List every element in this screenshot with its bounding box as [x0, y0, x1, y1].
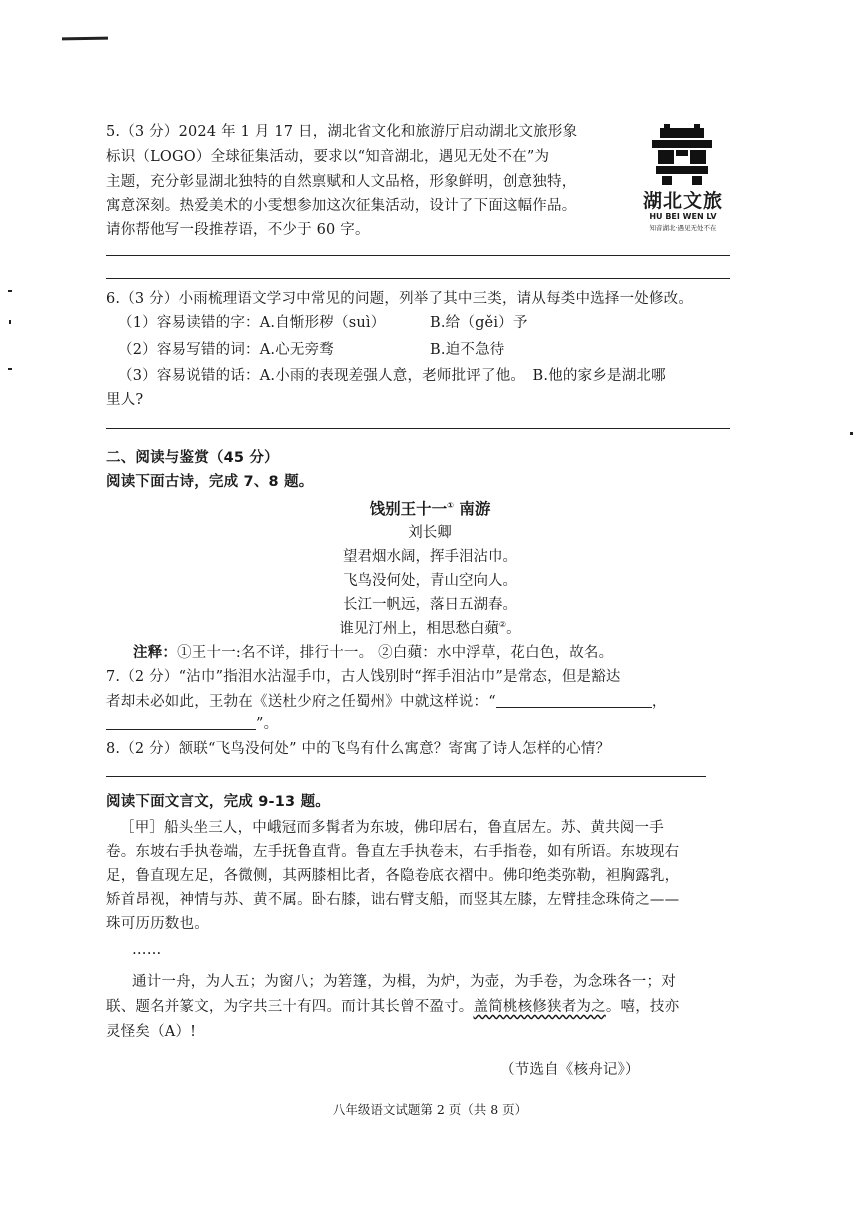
- poem-line-end: 。: [506, 621, 521, 637]
- answer-line[interactable]: [106, 428, 730, 429]
- hubei-culture-tourism-logo: [628, 124, 738, 234]
- footnote-marker: ①: [447, 500, 454, 510]
- q5-line: 主题，充分彰显湖北独特的自然禀赋和人文品格，形象鲜明，创意独特，: [106, 174, 577, 190]
- poem-author: 刘长卿: [408, 525, 452, 541]
- q7-blank-1[interactable]: [496, 693, 652, 708]
- poem-line: 长江一帆远，落日五湖春。: [343, 597, 517, 613]
- q7-line-3: [106, 712, 278, 733]
- logo-emblem-icon: [628, 124, 738, 186]
- q6-item-2: （2）容易写错的词：A.心无旁骛: [118, 342, 335, 358]
- poem-line: 飞鸟没何处，青山空向人。: [343, 573, 517, 589]
- annotation-text: ①王十一:名不详，排行十一。 ②白蘋：水中浮草，花白色，故名。: [177, 645, 614, 661]
- answer-line[interactable]: [106, 255, 730, 256]
- poem-line-text: 谁见汀州上，相思愁白蘋: [339, 621, 499, 637]
- logo-title: 湖北文旅: [642, 190, 723, 212]
- q7-comma: ，: [651, 694, 667, 710]
- logo-pinyin: HU BEI WEN LV: [649, 212, 717, 221]
- q5-line: 标识（LOGO）全球征集活动，要求以“知音湖北，遇见无处不在”为: [106, 149, 550, 165]
- passage-text: 联、题名并篆文，为字共三十有四。而计其长曾不盈寸。: [106, 999, 474, 1015]
- section-heading: 二、阅读与鉴赏（45 分）: [106, 450, 279, 466]
- q6-item-3-cont: 里人?: [106, 392, 144, 408]
- poem-line: 望君烟水阔，挥手泪沾巾。: [343, 549, 517, 565]
- ink-stroke: [62, 37, 108, 41]
- q7-blank-2[interactable]: [106, 715, 256, 730]
- passage-ellipsis: ……: [132, 942, 162, 958]
- annotation-label: 注释：: [133, 644, 178, 661]
- passage-line: 灵怪矣（A）!: [106, 1024, 197, 1040]
- q6-item-1: （1）容易读错的字：A.自惭形秽（suì）: [118, 315, 386, 331]
- passage-line: 足，鲁直现左足，各微侧，其两膝相比者，各隐卷底衣褶中。佛印绝类弥勒，袒胸露乳，: [106, 868, 680, 884]
- logo-slogan: 知音湖北·遇见无处不在: [649, 224, 717, 232]
- poem-title: [0, 497, 860, 519]
- q7-line-2: [106, 690, 667, 711]
- q6-item-2-b: B.迫不急待: [430, 342, 505, 358]
- classical-instruction: 阅读下面文言文，完成 9-13 题。: [106, 794, 330, 810]
- q5-line: 请你帮他写一段推荐语，不少于 60 字。: [106, 222, 370, 238]
- passage-source: （节选自《核舟记》）: [500, 1062, 640, 1078]
- passage-line: ［甲］船头坐三人，中峨冠而多髯者为东坡，佛印居右，鲁直居左。苏、黄共阅一手: [120, 820, 664, 836]
- margin-mark: [8, 368, 12, 370]
- passage-line: 矫首昂视，神情与苏、黄不属。卧右膝，诎右臂支船，而竖其左膝，左臂挂念珠倚之——: [106, 892, 680, 908]
- poem-annotation: [133, 641, 613, 662]
- page-footer: 八年级语文试题第 2 页（共 8 页）: [332, 1102, 528, 1117]
- underlined-sentence: 盖简桃核修狭者为之: [473, 999, 606, 1015]
- poem-line: [0, 617, 860, 638]
- q5-line: 寓意深刻。热爱美术的小雯想参加这次征集活动，设计了下面这幅作品。: [106, 198, 577, 214]
- margin-mark: [9, 320, 11, 324]
- passage-line: [106, 995, 679, 1016]
- q5-line: 5.（3 分）2024 年 1 月 17 日，湖北省文化和旅游厅启动湖北文旅形象: [106, 124, 578, 140]
- q7-line-1: 7.（2 分）“沾巾”指泪水沾湿手巾，古人饯别时“挥手泪沾巾”是常态，但是豁达: [106, 669, 621, 685]
- q6-item-3: （3）容易说错的话：A.小雨的表现差强人意，老师批评了他。 B.他的家乡是湖北哪: [118, 368, 666, 384]
- q7-text: 者却未必如此，王勃在《送杜少府之任蜀州》中就这样说：“: [106, 694, 496, 710]
- poem-title-text: 饯别王十一: [369, 500, 448, 518]
- footnote-marker: ②: [498, 620, 507, 630]
- margin-mark: [850, 432, 853, 435]
- poem-instruction: 阅读下面古诗，完成 7、8 题。: [106, 474, 314, 490]
- passage-line: 珠可历历数也。: [106, 916, 209, 932]
- poem-title-tail: 南游: [459, 500, 491, 518]
- q7-close-quote: ”。: [256, 716, 279, 732]
- passage-line: 卷。东坡右手执卷端，左手抚鲁直背。鲁直左手执卷末，右手指卷，如有所语。东坡现右: [106, 844, 680, 860]
- q6-stem: 6.（3 分）小雨梳理语文学习中常见的问题，列举了其中三类，请从每类中选择一处修改。: [106, 291, 694, 307]
- answer-line[interactable]: [106, 278, 730, 279]
- q8-line: 8.（2 分）颔联“飞鸟没何处” 中的飞鸟有什么寓意？寄寓了诗人怎样的心情？: [106, 741, 611, 757]
- passage-line: 通计一舟，为人五；为窗八；为箬篷，为楫，为炉，为壶，为手卷，为念珠各一；对: [132, 974, 676, 990]
- passage-text: 。嘻，技亦: [605, 999, 680, 1015]
- q6-item-1-b: B.给（gěi）予: [430, 315, 528, 331]
- answer-line[interactable]: [106, 776, 706, 777]
- margin-mark: [8, 290, 12, 292]
